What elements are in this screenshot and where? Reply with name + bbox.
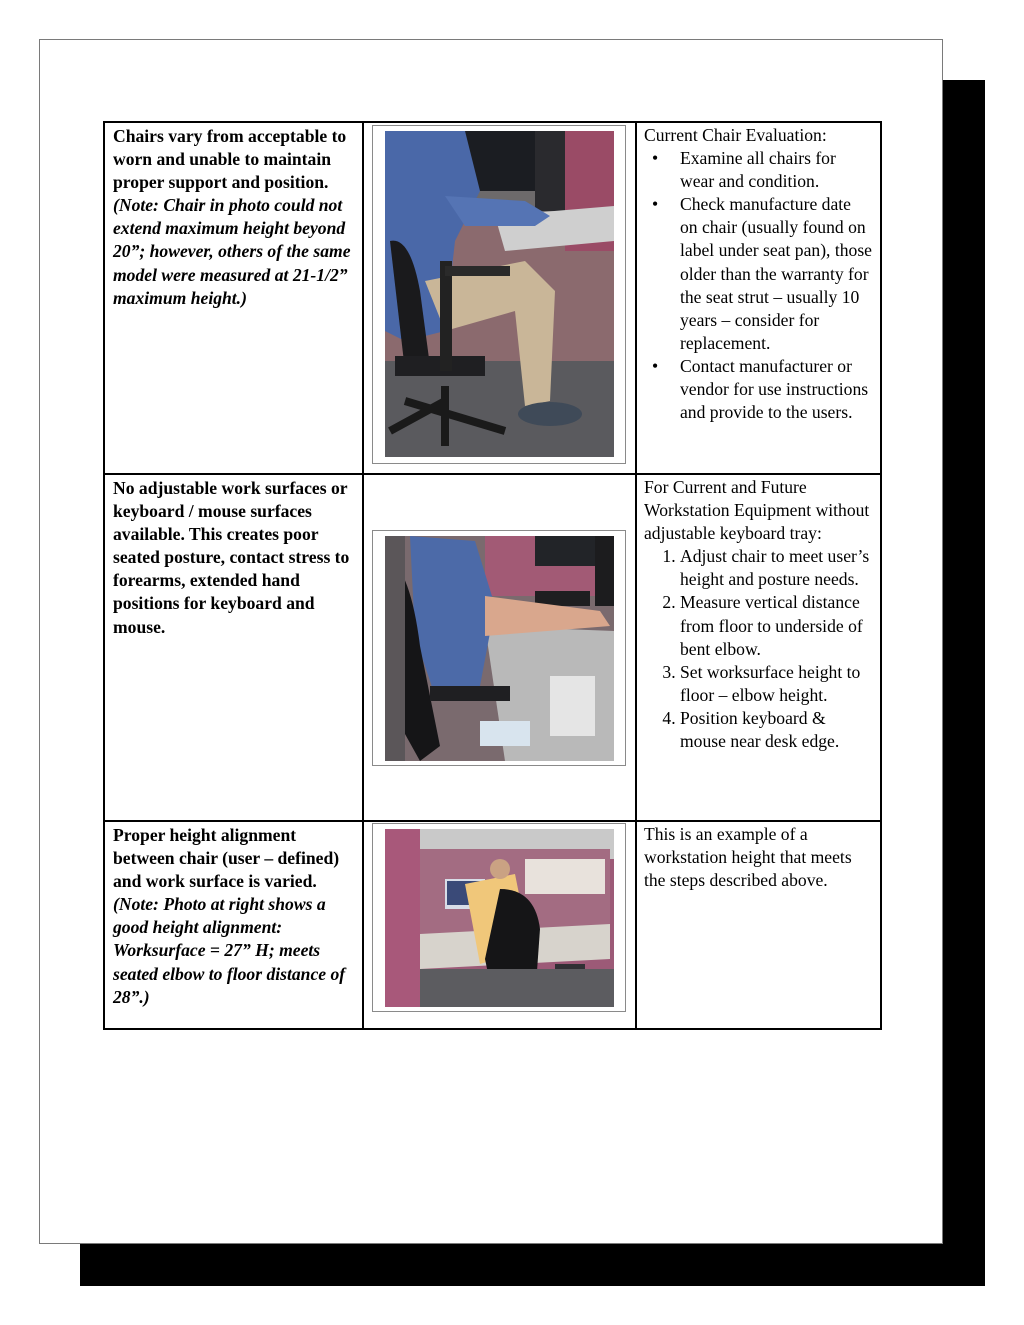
issue-cell [104, 122, 363, 474]
rec-heading: For Current and Future Workstation Equipment without adjustable keyboard tray: [644, 477, 870, 544]
list-item: • Check manufacture date on chair (usually found on label under seat pan), those older than the warranty for the seat strut – usually 10 years – consider for replacement. [680, 193, 872, 355]
table-row [104, 122, 881, 474]
table-row [104, 821, 881, 1029]
issue-text: Proper height alignment between chair (user – defined) and work surface is varied. [113, 825, 340, 892]
photo-cell [363, 122, 636, 474]
table-row [104, 474, 881, 821]
issue-text: Chairs vary from acceptable to worn and unable to maintain proper support and position. [113, 126, 347, 193]
issue-note: (Note: Chair in photo could not extend maximum height beyond 20”; however, others of the same model were measured at 21-1/2” maximum height.) [113, 195, 351, 308]
rec-text: This is an example of a workstation height that meets the steps described above. [644, 824, 852, 891]
document-page [39, 39, 943, 1244]
rec-bullet-list [644, 147, 872, 424]
list-item: 4. Position keyboard & mouse near desk edge. [680, 707, 872, 753]
recommendation-cell [636, 821, 881, 1029]
list-item: 1. Adjust chair to meet user’s height and posture needs. [680, 545, 872, 591]
issue-cell [104, 821, 363, 1029]
list-item: 2. Measure vertical distance from floor to underside of bent elbow. [680, 591, 872, 660]
issue-note: (Note: Photo at right shows a good height alignment: Worksurface = 27” H; meets seated elbow to floor distance of 28”.) [113, 894, 346, 1007]
workstation-cubicle-photo [385, 829, 614, 1007]
recommendation-cell [636, 474, 881, 821]
page-shadow-bottom [80, 1244, 985, 1286]
person-seated-chair-photo [385, 131, 614, 457]
person-at-desk-photo [385, 536, 614, 761]
page-shadow-right [943, 80, 985, 1286]
issue-text: No adjustable work surfaces or keyboard / mouse surfaces available. This creates poor seated posture, contact stress to forearms, extended hand positions for keyboard and mouse. [113, 478, 350, 637]
recommendation-cell [636, 122, 881, 474]
list-item: • Examine all chairs for wear and condition. [680, 147, 872, 193]
list-item: • Contact manufacturer or vendor for use instructions and provide to the users. [680, 355, 872, 424]
photo-cell [363, 474, 636, 821]
list-item: 3. Set worksurface height to floor – elbow height. [680, 661, 872, 707]
evaluation-table [103, 121, 882, 1030]
rec-numbered-list [644, 545, 872, 753]
issue-cell [104, 474, 363, 821]
rec-heading: Current Chair Evaluation: [644, 125, 827, 145]
photo-cell [363, 821, 636, 1029]
